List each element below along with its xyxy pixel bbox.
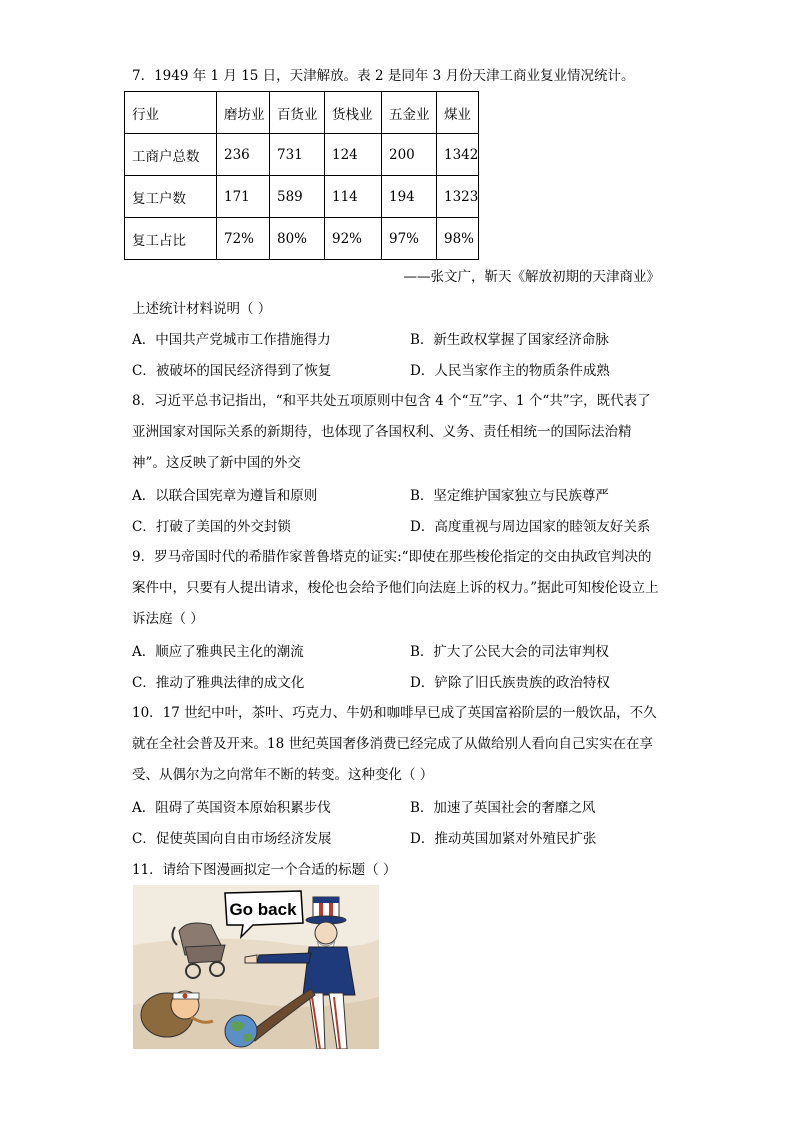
- q8-option-d[interactable]: D．高度重视与周边国家的睦领友好关系: [410, 519, 651, 535]
- table-cell: 1342: [437, 134, 479, 176]
- speech-bubble-text: Go back: [229, 900, 297, 919]
- q8-option-c[interactable]: C．打破了美国的外交封锁: [132, 519, 291, 535]
- q10-option-c[interactable]: C．促使英国向自由市场经济发展: [132, 831, 332, 847]
- table-header-cell: 磨坊业: [217, 92, 270, 134]
- q9-option-d[interactable]: D．铲除了旧氏族贵族的政治特权: [410, 675, 610, 691]
- q11-stem: 11．请给下图漫画拟定一个合适的标题（ ）: [132, 862, 397, 878]
- table-header-cell: 五金业: [382, 92, 437, 134]
- q10-option-a[interactable]: A．阻碍了英国资本原始积累步伐: [132, 800, 331, 816]
- table-cell: 复工占比: [125, 218, 217, 260]
- table-header-cell: 货栈业: [325, 92, 382, 134]
- q7-option-c[interactable]: C．被破坏的国民经济得到了恢复: [132, 363, 332, 379]
- table-cell: 236: [217, 134, 270, 176]
- table-cell: 589: [270, 176, 325, 218]
- table-cell: 124: [325, 134, 382, 176]
- table-header-cell: 百货业: [270, 92, 325, 134]
- table-cell: 171: [217, 176, 270, 218]
- table-cell: 200: [382, 134, 437, 176]
- table-cell: 92%: [325, 218, 382, 260]
- table-header-row: [125, 92, 479, 134]
- q9-option-c[interactable]: C．推动了雅典法律的成文化: [132, 675, 305, 691]
- table-row: [125, 134, 479, 176]
- table-header-cell: 行业: [125, 92, 217, 134]
- globe-drawing: [225, 1015, 257, 1047]
- table-cell: 98%: [437, 218, 479, 260]
- q8-stem: 8．习近平总书记指出，“和平共处五项原则中包含 4 个“互”字、1 个“共”字，既代表了亚洲国家对国际关系的新期待，也体现了各国权利、义务、责任相统一的国际法治精神”。这反映了新中国的外交: [132, 393, 651, 471]
- q9-option-b[interactable]: B．扩大了公民大会的司法审判权: [410, 644, 609, 660]
- q7-statistics-table: [124, 91, 479, 260]
- q7-option-d[interactable]: D．人民当家作主的物质条件成熟: [410, 363, 610, 379]
- table-cell: 114: [325, 176, 382, 218]
- table-cell: 72%: [217, 218, 270, 260]
- table-header-cell: 煤业: [437, 92, 479, 134]
- table-cell: 工商户总数: [125, 134, 217, 176]
- q7-option-a[interactable]: A．中国共产党城市工作措施得力: [132, 332, 331, 348]
- table-cell: 1323: [437, 176, 479, 218]
- q7-source-citation: ——张文广，靳天《解放初期的天津商业》: [403, 269, 660, 285]
- table-row: [125, 176, 479, 218]
- table-cell: 80%: [270, 218, 325, 260]
- table-cell: 复工户数: [125, 176, 217, 218]
- q8-option-b[interactable]: B．坚定维护国家独立与民族尊严: [410, 488, 609, 504]
- q9-option-a[interactable]: A．顺应了雅典民主化的潮流: [132, 644, 304, 660]
- q10-option-b[interactable]: B．加速了英国社会的奢靡之风: [410, 800, 596, 816]
- table-row: [125, 218, 479, 260]
- q7-stem: 7．1949 年 1 月 15 日，天津解放。表 2 是同年 3 月份天津工商业复业情况统计。: [132, 68, 635, 84]
- q10-stem: 10．17 世纪中叶，茶叶、巧克力、牛奶和咖啡早已成了英国富裕阶层的一般饮品，不久就在全社会普及开来。18 世纪英国奢侈消费已经完成了从做给别人看向自己实实在在享受、从偶尔为之向常年不断的转变。这种变化（ ）: [132, 705, 657, 783]
- q7-question: 上述统计材料说明（ ）: [132, 301, 272, 317]
- q10-option-d[interactable]: D．推动英国加紧对外殖民扩张: [410, 831, 597, 847]
- political-cartoon-image: [133, 885, 379, 1049]
- table-cell: 731: [270, 134, 325, 176]
- table-cell: 194: [382, 176, 437, 218]
- q9-stem: 9．罗马帝国时代的希腊作家普鲁塔克的证实:“即使在那些梭伦指定的交由执政官判决的案件中，只要有人提出请求，梭伦也会给予他们向法庭上诉的权力。”据此可知梭伦设立上诉法庭（ ）: [132, 549, 659, 627]
- table-cell: 97%: [382, 218, 437, 260]
- q8-option-a[interactable]: A．以联合国宪章为遵旨和原则: [132, 488, 318, 504]
- q7-option-b[interactable]: B．新生政权掌握了国家经济命脉: [410, 332, 609, 348]
